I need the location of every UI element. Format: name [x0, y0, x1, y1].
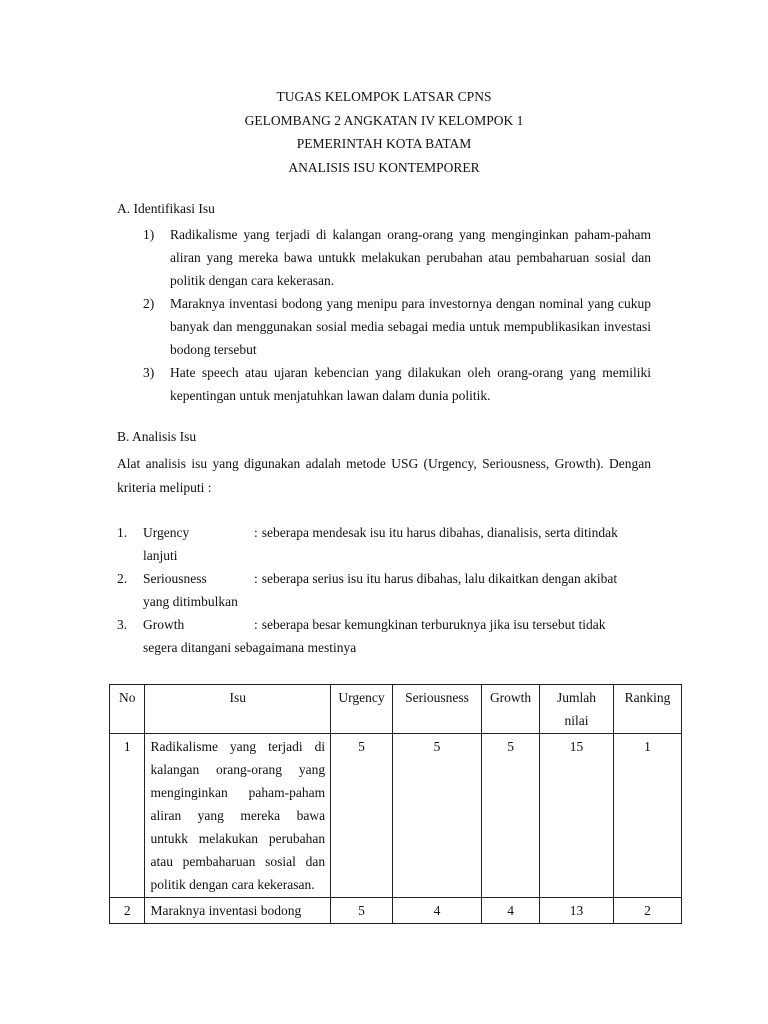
criteria-description: : seberapa besar kemungkinan terburuknya jika isu tersebut tidak — [254, 617, 606, 632]
criteria-description-cont: yang ditimbulkan — [143, 594, 238, 609]
header-jumlah-nilai: Jumlah nilai — [539, 685, 613, 734]
analysis-intro: Alat analisis isu yang digunakan adalah metode USG (Urgency, Seriousness, Growth). Dengan kriteria meliputi : — [117, 456, 651, 495]
criteria-item-growth — [117, 613, 651, 659]
header-growth: Growth — [482, 685, 540, 734]
cell-no: 2 — [110, 898, 145, 924]
criteria-description: : seberapa mendesak isu itu harus dibahas, dianalisis, serta ditindak — [254, 525, 618, 540]
section-a-heading: A. Identifikasi Isu — [117, 201, 215, 216]
section-b-heading: B. Analisis Isu — [117, 429, 197, 444]
cell-jumlah: 13 — [539, 898, 613, 924]
issue-number: 3) — [143, 365, 155, 380]
issue-list — [143, 223, 651, 407]
cell-seriousness: 5 — [392, 734, 481, 898]
issue-number: 2) — [143, 296, 155, 311]
criteria-description-cont: lanjuti — [143, 548, 178, 563]
table-row — [110, 898, 682, 924]
cell-jumlah: 15 — [539, 734, 613, 898]
cell-ranking: 1 — [614, 734, 682, 898]
criteria-number: 2. — [117, 571, 128, 586]
criteria-description: : seberapa serius isu itu harus dibahas, lalu dikaitkan dengan akibat — [254, 571, 618, 586]
cell-isu: Radikalisme yang terjadi di kalangan orang-orang yang menginginkan paham-paham aliran yang mereka bawa untukk melakukan perubahan atau pembaharuan sosial dan politik dengan cara kekerasan. — [145, 734, 331, 898]
issue-item-1 — [143, 223, 651, 292]
criteria-name: Seriousness — [143, 571, 207, 586]
title-line-4: ANALISIS ISU KONTEMPORER — [288, 159, 480, 175]
issue-text: Hate speech atau ujaran kebencian yang dilakukan oleh orang-orang yang memiliki kepentingan untuk menjatuhkan lawan dalam dunia politik. — [170, 365, 651, 403]
cell-ranking: 2 — [614, 898, 682, 924]
usg-table — [109, 684, 682, 924]
cell-urgency: 5 — [331, 898, 393, 924]
cell-urgency: 5 — [331, 734, 393, 898]
cell-seriousness: 4 — [392, 898, 481, 924]
header-urgency: Urgency — [331, 685, 393, 734]
title-line-1: TUGAS KELOMPOK LATSAR CPNS — [276, 89, 492, 104]
table-header-row — [110, 685, 682, 734]
title-line-2: GELOMBANG 2 ANGKATAN IV KELOMPOK 1 — [244, 112, 524, 128]
document-title-block — [0, 85, 768, 179]
issue-number: 1) — [143, 227, 155, 242]
header-ranking: Ranking — [614, 685, 682, 734]
cell-growth: 5 — [482, 734, 540, 898]
criteria-list — [117, 521, 651, 659]
header-seriousness: Seriousness — [392, 685, 481, 734]
criteria-name: Growth — [143, 617, 185, 632]
cell-isu: Maraknya inventasi bodong — [145, 898, 331, 924]
criteria-item-urgency — [117, 521, 651, 567]
issue-item-3 — [143, 361, 651, 407]
issue-item-2 — [143, 292, 651, 361]
criteria-name: Urgency — [143, 525, 190, 540]
title-line-3: PEMERINTAH KOTA BATAM — [296, 136, 472, 151]
table-row — [110, 734, 682, 898]
issue-text: Maraknya inventasi bodong yang menipu para investornya dengan nominal yang cukup banyak dan menggunakan sosial media sebagai media untuk mempublikasikan investasi bodong tersebut — [170, 296, 651, 357]
cell-no: 1 — [110, 734, 145, 898]
issue-text: Radikalisme yang terjadi di kalangan orang-orang yang menginginkan paham-paham aliran yang mereka bawa untukk melakukan perubahan atau pembaharuan sosial dan politik dengan cara kekerasan. — [170, 227, 651, 288]
criteria-description-cont: segera ditangani sebagaimana mestinya — [143, 640, 357, 655]
header-no: No — [110, 685, 145, 734]
criteria-item-seriousness — [117, 567, 651, 613]
criteria-number: 1. — [117, 525, 128, 540]
criteria-number: 3. — [117, 617, 128, 632]
cell-growth: 4 — [482, 898, 540, 924]
header-isu: Isu — [145, 685, 331, 734]
